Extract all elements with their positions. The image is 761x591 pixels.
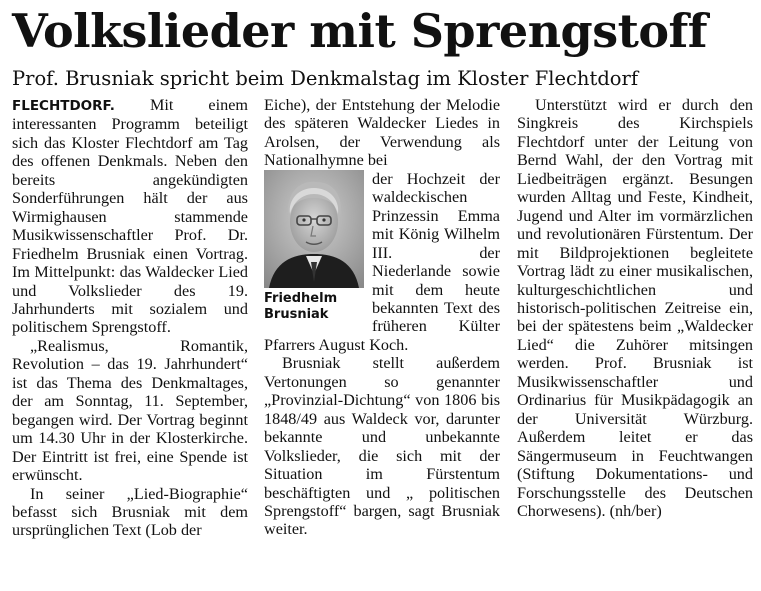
paragraph: Unterstützt wird er durch den Singkreis des Kirchspiels Flechtdorf unter der Leitung von Bernd Wahl, der den Vortrag mit Liedbeiträgen ergänzt. Besungen wurden Alltag und Feste, Kindheit, Jugend und Alter im vormärzlichen und revolutionären Fürstentum. Der mit Bildprojektionen begleitete Vortrag lädt zu einer musikalischen, kulturgeschichtlichen und historisch-politischen Zeitreise ein, bei der spätestens beim „Waldecker Lied“ die Zuhörer mitsingen werden. Prof. Brusniak ist Musikwissenschaftler und Ordinarius für Musikpädagogik an der Universität Würzburg. Außerdem leitet er das Sängermuseum in Feuchtwangen (Stiftung Dokumentations- und Forschungsstelle des Deutschen Chorwesens). (nh/ber) — [517, 96, 753, 520]
article-column-2 — [264, 96, 500, 586]
paragraph — [12, 96, 248, 337]
paragraph: Eiche), der Entstehung der Melodie des späteren Waldecker Liedes in Arolsen, der Verwendung als Nationalhymne bei — [264, 96, 500, 170]
portrait-figure — [264, 170, 364, 320]
paragraph: Brusniak stellt außerdem Vertonungen so genannter „Provinzial-Dichtung“ von 1806 bis 1848/49 aus Waldeck vor, darunter bekannte und unbekannte Volkslieder, die sich mit der Situation im Fürstentum beschäftigten und „ politischen Sprengstoff“ bargen, sagt Brusniak weiter. — [264, 354, 500, 539]
paragraph: der Hochzeit der waldeckischen Prinzessin Emma mit König Wilhelm III. der Niederlande sowie mit dem heute bekannten Text des früheren Külter Pfarrers August Koch. — [264, 169, 500, 354]
portrait-photo — [264, 170, 364, 288]
article-column-1 — [12, 96, 248, 586]
paragraph: „Realismus, Romantik, Revolution – das 19. Jahrhundert“ ist das Thema des Denkmaltages, der am Sonntag, 11. September, begangen wird. Der Vortrag beginnt um 14.30 Uhr in der Klosterkirche. Der Eintritt ist frei, eine Spende ist erwünscht. — [12, 336, 248, 485]
photo-caption: Friedhelm Brusniak — [264, 290, 338, 322]
article-column-3 — [517, 96, 753, 586]
headline: Volkslieder mit Sprengstoff — [12, 4, 708, 58]
paragraph: In seiner „Lied-Biographie“ befasst sich Brusniak mit dem ursprünglichen Text (Lob der — [12, 484, 248, 540]
dateline: FLECHTDORF. — [12, 98, 115, 114]
subheadline: Prof. Brusniak spricht beim Denkmalstag im Kloster Flechtdorf — [12, 67, 639, 90]
paragraph-text: Mit einem interessanten Programm beteiligt sich das Kloster Flechtdorf am Tag des offenen Denkmals. Neben den bereits angekündigten Sonderführungen hält der aus Wirmighausen stammende Musikwissenschaftler Prof. Dr. Friedhelm Brusniak einen Vortrag. Im Mittelpunkt: das Waldecker Lied und Volkslieder des 19. Jahrhunderts mit sozialem und politischem Sprengstoff. — [12, 96, 248, 337]
